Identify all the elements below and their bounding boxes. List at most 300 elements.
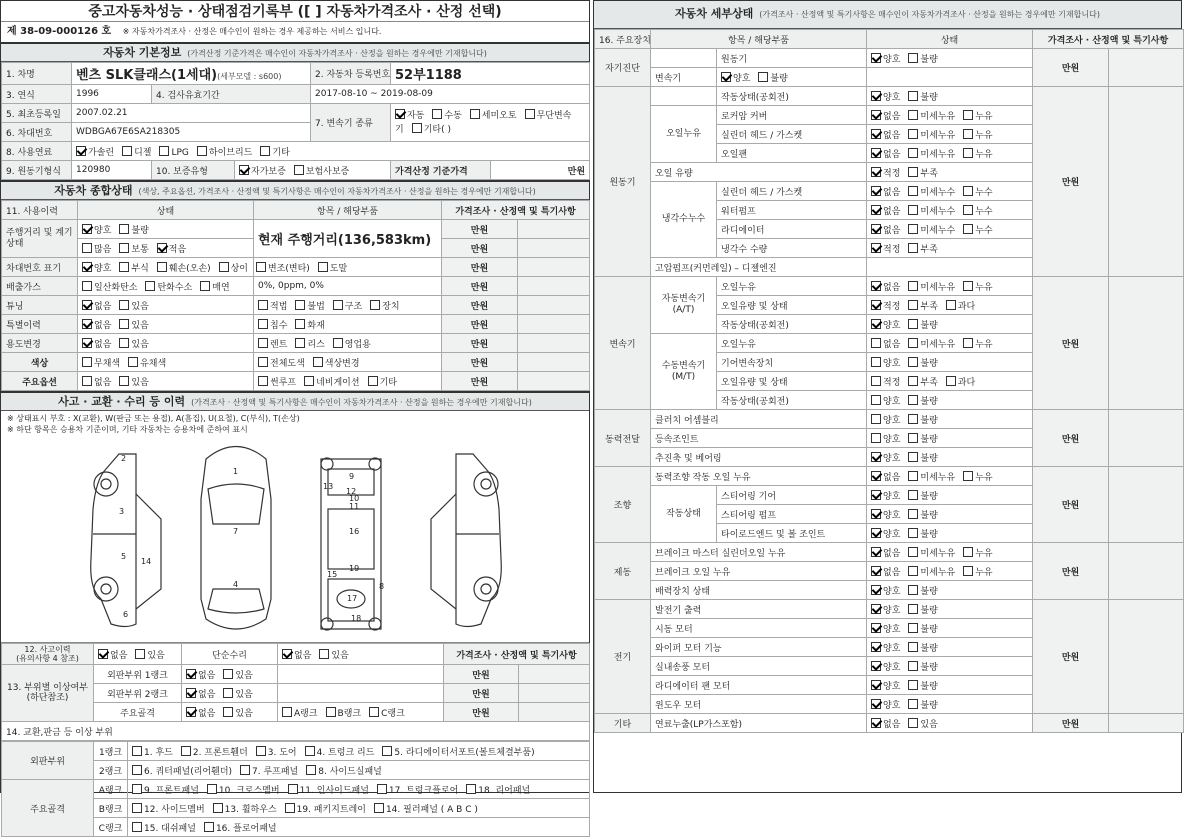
checkbox-option[interactable]: [326, 709, 362, 719]
checkbox-option[interactable]: [132, 748, 173, 758]
checkbox-option[interactable]: [295, 302, 324, 312]
checkbox-option[interactable]: [871, 644, 900, 654]
checkbox-option[interactable]: [159, 148, 188, 158]
checkbox-option[interactable]: [908, 454, 937, 464]
checkbox-option[interactable]: [908, 55, 937, 65]
unchecked-box[interactable]: [908, 547, 918, 557]
checkbox-option[interactable]: [119, 302, 148, 312]
checkbox-option[interactable]: [157, 264, 211, 274]
checked-box[interactable]: [82, 338, 92, 348]
checkbox-option[interactable]: [908, 378, 937, 388]
unchecked-box[interactable]: [295, 319, 305, 329]
checked-box[interactable]: [282, 649, 292, 659]
unchecked-box[interactable]: [258, 300, 268, 310]
unchecked-box[interactable]: [333, 300, 343, 310]
checkbox-option[interactable]: [908, 150, 955, 160]
checkbox-option[interactable]: [318, 264, 347, 274]
unchecked-box[interactable]: [119, 243, 129, 253]
checkbox-option[interactable]: [258, 321, 287, 331]
unchecked-box[interactable]: [908, 110, 918, 120]
unchecked-box[interactable]: [207, 784, 217, 794]
checkbox-option[interactable]: [82, 283, 137, 293]
checkbox-option[interactable]: [908, 359, 937, 369]
checkbox-option[interactable]: [871, 378, 900, 388]
checkbox-option[interactable]: [145, 283, 192, 293]
unchecked-box[interactable]: [908, 281, 918, 291]
checkbox-option[interactable]: [305, 748, 375, 758]
unchecked-box[interactable]: [908, 414, 918, 424]
checkbox-option[interactable]: [76, 148, 114, 158]
unchecked-box[interactable]: [963, 566, 973, 576]
checkbox-option[interactable]: [908, 321, 937, 331]
checkbox-option[interactable]: [871, 511, 900, 521]
checkbox-option[interactable]: [240, 767, 298, 777]
unchecked-box[interactable]: [908, 490, 918, 500]
unchecked-box[interactable]: [466, 784, 476, 794]
checkbox-option[interactable]: [282, 709, 318, 719]
unchecked-box[interactable]: [82, 243, 92, 253]
unchecked-box[interactable]: [132, 803, 142, 813]
checkbox-option[interactable]: [282, 651, 311, 661]
checked-box[interactable]: [871, 509, 881, 519]
checked-box[interactable]: [871, 224, 881, 234]
checked-box[interactable]: [871, 718, 881, 728]
checkbox-option[interactable]: [200, 283, 229, 293]
unchecked-box[interactable]: [294, 165, 304, 175]
checkbox-option[interactable]: [333, 302, 362, 312]
checkbox-option[interactable]: [963, 131, 992, 141]
unchecked-box[interactable]: [908, 376, 918, 386]
checkbox-option[interactable]: [871, 587, 900, 597]
checkbox-option[interactable]: [132, 805, 205, 815]
checked-box[interactable]: [395, 109, 405, 119]
unchecked-box[interactable]: [908, 471, 918, 481]
checkbox-option[interactable]: [294, 167, 349, 177]
checkbox-option[interactable]: [871, 416, 900, 426]
unchecked-box[interactable]: [119, 300, 129, 310]
unchecked-box[interactable]: [82, 281, 92, 291]
checkbox-option[interactable]: [132, 767, 232, 777]
unchecked-box[interactable]: [132, 784, 142, 794]
checkbox-option[interactable]: [871, 359, 900, 369]
checkbox-option[interactable]: [908, 530, 937, 540]
unchecked-box[interactable]: [145, 281, 155, 291]
checked-box[interactable]: [186, 707, 196, 717]
unchecked-box[interactable]: [157, 262, 167, 272]
checkbox-option[interactable]: [963, 340, 992, 350]
checkbox-option[interactable]: [82, 321, 111, 331]
unchecked-box[interactable]: [908, 661, 918, 671]
checkbox-option[interactable]: [871, 701, 900, 711]
checked-box[interactable]: [871, 547, 881, 557]
unchecked-box[interactable]: [240, 765, 250, 775]
checkbox-option[interactable]: [119, 321, 148, 331]
checkbox-option[interactable]: [908, 492, 937, 502]
unchecked-box[interactable]: [204, 822, 214, 832]
unchecked-box[interactable]: [119, 338, 129, 348]
checkbox-option[interactable]: [119, 245, 148, 255]
checkbox-option[interactable]: [871, 568, 900, 578]
unchecked-box[interactable]: [908, 585, 918, 595]
checked-box[interactable]: [186, 669, 196, 679]
checked-box[interactable]: [871, 205, 881, 215]
checkbox-option[interactable]: [374, 805, 478, 815]
checkbox-option[interactable]: [908, 720, 937, 730]
unchecked-box[interactable]: [908, 186, 918, 196]
checkbox-option[interactable]: [395, 111, 424, 121]
unchecked-box[interactable]: [908, 718, 918, 728]
unchecked-box[interactable]: [370, 300, 380, 310]
unchecked-box[interactable]: [908, 91, 918, 101]
unchecked-box[interactable]: [908, 680, 918, 690]
unchecked-box[interactable]: [260, 146, 270, 156]
unchecked-box[interactable]: [295, 338, 305, 348]
unchecked-box[interactable]: [908, 338, 918, 348]
unchecked-box[interactable]: [82, 357, 92, 367]
checkbox-option[interactable]: [135, 651, 164, 661]
checkbox-option[interactable]: [908, 549, 955, 559]
unchecked-box[interactable]: [963, 224, 973, 234]
unchecked-box[interactable]: [908, 395, 918, 405]
checkbox-option[interactable]: [132, 786, 199, 796]
checkbox-option[interactable]: [119, 378, 148, 388]
checked-box[interactable]: [871, 167, 881, 177]
unchecked-box[interactable]: [908, 509, 918, 519]
checkbox-option[interactable]: [908, 169, 937, 179]
checkbox-option[interactable]: [288, 786, 369, 796]
checkbox-option[interactable]: [871, 530, 900, 540]
unchecked-box[interactable]: [132, 822, 142, 832]
unchecked-box[interactable]: [908, 699, 918, 709]
checkbox-option[interactable]: [871, 492, 900, 502]
unchecked-box[interactable]: [128, 357, 138, 367]
checkbox-option[interactable]: [377, 786, 458, 796]
checkbox-option[interactable]: [963, 188, 992, 198]
unchecked-box[interactable]: [181, 746, 191, 756]
checkbox-option[interactable]: [871, 625, 900, 635]
checkbox-option[interactable]: [197, 148, 252, 158]
checkbox-option[interactable]: [82, 264, 111, 274]
unchecked-box[interactable]: [908, 53, 918, 63]
checked-box[interactable]: [871, 129, 881, 139]
unchecked-box[interactable]: [963, 205, 973, 215]
checkbox-option[interactable]: [908, 245, 937, 255]
checkbox-option[interactable]: [963, 207, 992, 217]
checkbox-option[interactable]: [470, 111, 517, 121]
unchecked-box[interactable]: [871, 357, 881, 367]
checkbox-option[interactable]: [946, 378, 975, 388]
unchecked-box[interactable]: [963, 471, 973, 481]
checkbox-option[interactable]: [368, 378, 397, 388]
unchecked-box[interactable]: [135, 649, 145, 659]
unchecked-box[interactable]: [282, 707, 292, 717]
checkbox-option[interactable]: [908, 416, 937, 426]
checkbox-option[interactable]: [871, 321, 900, 331]
unchecked-box[interactable]: [305, 746, 315, 756]
unchecked-box[interactable]: [119, 376, 129, 386]
unchecked-box[interactable]: [159, 146, 169, 156]
checkbox-option[interactable]: [908, 701, 937, 711]
unchecked-box[interactable]: [119, 262, 129, 272]
checkbox-option[interactable]: [908, 682, 937, 692]
checkbox-option[interactable]: [82, 359, 120, 369]
checkbox-option[interactable]: [871, 340, 900, 350]
checkbox-option[interactable]: [295, 321, 324, 331]
checkbox-option[interactable]: [186, 671, 215, 681]
checked-box[interactable]: [871, 585, 881, 595]
checked-box[interactable]: [76, 146, 86, 156]
checkbox-option[interactable]: [82, 245, 111, 255]
unchecked-box[interactable]: [963, 281, 973, 291]
unchecked-box[interactable]: [946, 300, 956, 310]
unchecked-box[interactable]: [908, 604, 918, 614]
checkbox-option[interactable]: [260, 148, 289, 158]
checkbox-option[interactable]: [963, 150, 992, 160]
checkbox-option[interactable]: [295, 340, 324, 350]
unchecked-box[interactable]: [197, 146, 207, 156]
checkbox-option[interactable]: [871, 150, 900, 160]
checkbox-option[interactable]: [258, 340, 287, 350]
checkbox-option[interactable]: [908, 340, 955, 350]
unchecked-box[interactable]: [213, 803, 223, 813]
checked-box[interactable]: [871, 680, 881, 690]
unchecked-box[interactable]: [963, 110, 973, 120]
unchecked-box[interactable]: [946, 376, 956, 386]
checkbox-option[interactable]: [908, 93, 937, 103]
checkbox-option[interactable]: [963, 568, 992, 578]
unchecked-box[interactable]: [369, 707, 379, 717]
checked-box[interactable]: [82, 224, 92, 234]
checkbox-option[interactable]: [382, 748, 534, 758]
unchecked-box[interactable]: [963, 338, 973, 348]
unchecked-box[interactable]: [318, 262, 328, 272]
unchecked-box[interactable]: [377, 784, 387, 794]
unchecked-box[interactable]: [132, 765, 142, 775]
checkbox-option[interactable]: [871, 55, 900, 65]
unchecked-box[interactable]: [908, 243, 918, 253]
checkbox-option[interactable]: [908, 511, 937, 521]
checkbox-option[interactable]: [223, 690, 252, 700]
unchecked-box[interactable]: [219, 262, 229, 272]
unchecked-box[interactable]: [908, 528, 918, 538]
unchecked-box[interactable]: [908, 167, 918, 177]
checked-box[interactable]: [82, 262, 92, 272]
checkbox-option[interactable]: [908, 435, 937, 445]
checkbox-option[interactable]: [239, 167, 286, 177]
unchecked-box[interactable]: [908, 205, 918, 215]
checkbox-option[interactable]: [319, 651, 348, 661]
checked-box[interactable]: [871, 319, 881, 329]
checked-box[interactable]: [871, 281, 881, 291]
checkbox-option[interactable]: [186, 709, 215, 719]
checked-box[interactable]: [871, 148, 881, 158]
unchecked-box[interactable]: [256, 746, 266, 756]
checkbox-option[interactable]: [871, 169, 900, 179]
unchecked-box[interactable]: [908, 623, 918, 633]
checkbox-option[interactable]: [908, 625, 937, 635]
unchecked-box[interactable]: [119, 319, 129, 329]
checkbox-option[interactable]: [871, 112, 900, 122]
unchecked-box[interactable]: [326, 707, 336, 717]
checkbox-option[interactable]: [908, 606, 937, 616]
checked-box[interactable]: [871, 528, 881, 538]
checkbox-option[interactable]: [82, 226, 111, 236]
unchecked-box[interactable]: [82, 376, 92, 386]
unchecked-box[interactable]: [525, 109, 535, 119]
unchecked-box[interactable]: [908, 224, 918, 234]
checkbox-option[interactable]: [219, 264, 248, 274]
unchecked-box[interactable]: [871, 338, 881, 348]
unchecked-box[interactable]: [908, 566, 918, 576]
checked-box[interactable]: [82, 319, 92, 329]
checkbox-option[interactable]: [285, 805, 366, 815]
unchecked-box[interactable]: [288, 784, 298, 794]
unchecked-box[interactable]: [304, 376, 314, 386]
unchecked-box[interactable]: [319, 649, 329, 659]
unchecked-box[interactable]: [132, 746, 142, 756]
checkbox-option[interactable]: [871, 720, 900, 730]
unchecked-box[interactable]: [119, 224, 129, 234]
checkbox-option[interactable]: [306, 767, 382, 777]
unchecked-box[interactable]: [432, 109, 442, 119]
unchecked-box[interactable]: [122, 146, 132, 156]
checked-box[interactable]: [98, 649, 108, 659]
unchecked-box[interactable]: [200, 281, 210, 291]
unchecked-box[interactable]: [223, 688, 233, 698]
checkbox-option[interactable]: [908, 587, 937, 597]
checkbox-option[interactable]: [871, 435, 900, 445]
checked-box[interactable]: [871, 604, 881, 614]
checkbox-option[interactable]: [963, 283, 992, 293]
unchecked-box[interactable]: [258, 319, 268, 329]
unchecked-box[interactable]: [412, 123, 422, 133]
checkbox-option[interactable]: [333, 340, 371, 350]
unchecked-box[interactable]: [871, 376, 881, 386]
checkbox-option[interactable]: [908, 226, 955, 236]
unchecked-box[interactable]: [963, 547, 973, 557]
checked-box[interactable]: [871, 490, 881, 500]
checkbox-option[interactable]: [122, 148, 151, 158]
checkbox-option[interactable]: [908, 207, 955, 217]
unchecked-box[interactable]: [758, 72, 768, 82]
checkbox-option[interactable]: [871, 663, 900, 673]
checkbox-option[interactable]: [871, 93, 900, 103]
checkbox-option[interactable]: [119, 340, 148, 350]
unchecked-box[interactable]: [258, 338, 268, 348]
checkbox-option[interactable]: [132, 824, 196, 834]
checkbox-option[interactable]: [946, 302, 975, 312]
checked-box[interactable]: [871, 53, 881, 63]
unchecked-box[interactable]: [256, 262, 266, 272]
checked-box[interactable]: [871, 623, 881, 633]
unchecked-box[interactable]: [908, 642, 918, 652]
checkbox-option[interactable]: [871, 131, 900, 141]
unchecked-box[interactable]: [313, 357, 323, 367]
unchecked-box[interactable]: [908, 148, 918, 158]
checkbox-option[interactable]: [412, 125, 451, 135]
checkbox-option[interactable]: [963, 112, 992, 122]
checkbox-option[interactable]: [119, 226, 148, 236]
checkbox-option[interactable]: [908, 131, 955, 141]
checkbox-option[interactable]: [908, 302, 937, 312]
checked-box[interactable]: [186, 688, 196, 698]
checkbox-option[interactable]: [466, 786, 530, 796]
checkbox-option[interactable]: [963, 226, 992, 236]
unchecked-box[interactable]: [908, 357, 918, 367]
checkbox-option[interactable]: [908, 568, 955, 578]
unchecked-box[interactable]: [470, 109, 480, 119]
unchecked-box[interactable]: [871, 433, 881, 443]
checked-box[interactable]: [871, 300, 881, 310]
checkbox-option[interactable]: [213, 805, 277, 815]
unchecked-box[interactable]: [908, 300, 918, 310]
checkbox-option[interactable]: [82, 340, 111, 350]
checkbox-option[interactable]: [871, 188, 900, 198]
checkbox-option[interactable]: [871, 283, 900, 293]
checkbox-option[interactable]: [871, 606, 900, 616]
checkbox-option[interactable]: [871, 454, 900, 464]
checkbox-option[interactable]: [98, 651, 127, 661]
checked-box[interactable]: [239, 165, 249, 175]
checkbox-option[interactable]: [223, 709, 252, 719]
checkbox-option[interactable]: [432, 111, 461, 121]
checkbox-option[interactable]: [258, 378, 296, 388]
checkbox-option[interactable]: [871, 226, 900, 236]
checked-box[interactable]: [721, 72, 731, 82]
checkbox-option[interactable]: [908, 112, 955, 122]
checkbox-option[interactable]: [871, 549, 900, 559]
checkbox-option[interactable]: [258, 302, 287, 312]
unchecked-box[interactable]: [908, 433, 918, 443]
checkbox-option[interactable]: [256, 748, 297, 758]
checkbox-option[interactable]: [256, 264, 310, 274]
unchecked-box[interactable]: [223, 669, 233, 679]
unchecked-box[interactable]: [382, 746, 392, 756]
checked-box[interactable]: [871, 91, 881, 101]
checkbox-option[interactable]: [370, 302, 399, 312]
checkbox-option[interactable]: [119, 264, 148, 274]
unchecked-box[interactable]: [908, 319, 918, 329]
checkbox-option[interactable]: [908, 473, 955, 483]
checkbox-option[interactable]: [82, 302, 111, 312]
checkbox-option[interactable]: [871, 302, 900, 312]
checkbox-option[interactable]: [207, 786, 280, 796]
checkbox-option[interactable]: [369, 709, 405, 719]
unchecked-box[interactable]: [908, 452, 918, 462]
unchecked-box[interactable]: [871, 414, 881, 424]
checkbox-option[interactable]: [181, 748, 248, 758]
checkbox-option[interactable]: [871, 245, 900, 255]
unchecked-box[interactable]: [908, 129, 918, 139]
checkbox-option[interactable]: [186, 690, 215, 700]
checked-box[interactable]: [871, 243, 881, 253]
unchecked-box[interactable]: [258, 357, 268, 367]
checkbox-option[interactable]: [908, 397, 937, 407]
checkbox-option[interactable]: [963, 473, 992, 483]
checkbox-option[interactable]: [313, 359, 360, 369]
unchecked-box[interactable]: [368, 376, 378, 386]
checkbox-option[interactable]: [871, 473, 900, 483]
checked-box[interactable]: [871, 661, 881, 671]
unchecked-box[interactable]: [871, 395, 881, 405]
checkbox-option[interactable]: [758, 74, 787, 84]
checkbox-option[interactable]: [304, 378, 359, 388]
checked-box[interactable]: [157, 243, 167, 253]
checked-box[interactable]: [871, 699, 881, 709]
checkbox-option[interactable]: [128, 359, 166, 369]
checked-box[interactable]: [871, 452, 881, 462]
checkbox-option[interactable]: [223, 671, 252, 681]
